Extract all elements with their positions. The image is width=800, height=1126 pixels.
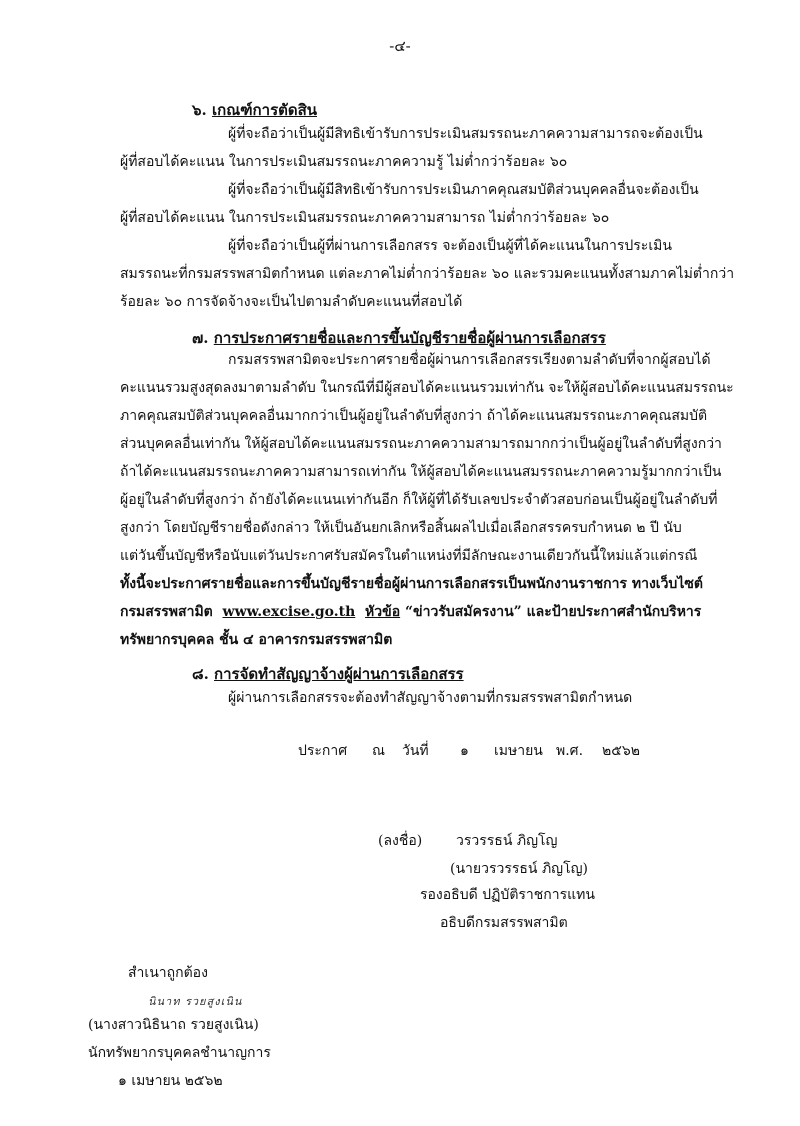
section6-line-5: ผู้ที่จะถือว่าเป็นผู้ที่ผ่านการเลือกสรร จะต้องเป็นผู้ที่ได้คะแนนในการประเมิน — [228, 238, 672, 254]
section7-heading — [192, 326, 606, 350]
section8-title: การจัดทำสัญญาจ้างผู้ผ่านการเลือกสรร — [214, 665, 464, 683]
section6-line-2: ผู้ที่สอบได้คะแนน ในการประเมินสมรรถนะภาคความรู้ ไม่ต่ำกว่าร้อยละ ๖๐ — [120, 154, 568, 170]
section7-line-6: ผู้อยู่ในลำดับที่สูงกว่า ถ้ายังได้คะแนนเท่ากันอีก ก็ให้ผู้ที่ได้รับเลขประจำตัวสอบก่อนเป็นผู้อยู่ในลำดับที่ — [120, 492, 718, 508]
page-number: -๔- — [389, 37, 411, 55]
section8-line: ผู้ผ่านการเลือกสรรจะต้องทำสัญญาจ้างตามที่กรมสรรพสามิตกำหนด — [228, 690, 633, 706]
section6-line-7: ร้อยละ ๖๐ การจัดจ้างจะเป็นไปตามลำดับคะแนนที่สอบได้ — [120, 294, 463, 310]
announcement-month: เมษายน — [494, 743, 543, 759]
announcement-prefix: ประกาศ — [298, 743, 348, 759]
section6-number: ๖. — [192, 101, 207, 119]
announcement-at: ณ — [372, 743, 385, 759]
section7-line-3: ภาคคุณสมบัติส่วนบุคคลอื่นมากกว่าเป็นผู้อยู่ในลำดับที่สูงกว่า ถ้าได้คะแนนสมรรถนะภาคคุณสมบัติ — [120, 408, 708, 424]
section8-heading — [192, 662, 464, 686]
signatory-position-2: อธิบดีกรมสรรพสามิต — [440, 915, 568, 931]
section7-number: ๗. — [192, 329, 209, 347]
section6-title: เกณฑ์การตัดสิน — [211, 101, 318, 119]
section7-line-4: ส่วนบุคคลอื่นเท่ากัน ให้ผู้สอบได้คะแนนสมรรถนะภาคความสามารถมากกว่าเป็นผู้อยู่ในลำดับที่สูงกว่า — [120, 436, 722, 452]
section7-bold-line-3: ทรัพยากรบุคคล ชั้น ๔ อาคารกรมสรรพสามิต — [120, 632, 393, 648]
announcement-day: ๑ — [460, 743, 469, 759]
signed-name: วรวรรธน์ ภิญโญ — [456, 833, 558, 849]
sign-label: (ลงชื่อ) — [378, 833, 423, 849]
department-name: กรมสรรพสามิต — [120, 604, 213, 620]
section6-line-1: ผู้ที่จะถือว่าเป็นผู้มีสิทธิเข้ารับการประเมินสมรรถนะภาคความสามารถจะต้องเป็น — [228, 126, 703, 142]
announcement-day-label: วันที่ — [402, 743, 429, 759]
certified-label: สำเนาถูกต้อง — [128, 965, 208, 981]
section6-line-3: ผู้ที่จะถือว่าเป็นผู้มีสิทธิเข้ารับการประเมินภาคคุณสมบัติส่วนบุคคลอื่นจะต้องเป็น — [228, 182, 699, 198]
certifier-name: (นางสาวนิธินาถ รวยสูงเนิน) — [88, 1017, 259, 1033]
section6-heading — [192, 98, 317, 122]
section8-number: ๘. — [192, 665, 209, 683]
handwritten-signature: นินาท รวยสูงเนิน — [148, 995, 243, 1008]
certifier-position: นักทรัพยากรบุคคลชำนาญการ — [88, 1045, 271, 1061]
signatory-position-1: รองอธิบดี ปฏิบัติราชการแทน — [420, 887, 595, 903]
certified-date: ๑ เมษายน ๒๕๖๒ — [118, 1073, 223, 1089]
topic-text: “ข่าวรับสมัครงาน” และป้ายประกาศสำนักบริหาร — [405, 604, 702, 620]
section7-bold-line-1: ทั้งนี้จะประกาศรายชื่อและการขึ้นบัญชีรายชื่อผู้ผ่านการเลือกสรรเป็นพนักงานราชการ ทางเว็บไซต์ — [120, 576, 703, 592]
section7-line-8: แต่วันขึ้นบัญชีหรือนับแต่วันประกาศรับสมัครในตำแหน่งที่มีลักษณะงานเดียวกันนี้ใหม่แล้วแต่กรณี — [120, 548, 698, 564]
section6-line-4: ผู้ที่สอบได้คะแนน ในการประเมินสมรรถนะภาคความสามารถ ไม่ต่ำกว่าร้อยละ ๖๐ — [120, 210, 610, 226]
section7-line-7: สูงกว่า โดยบัญชีรายชื่อดังกล่าว ให้เป็นอันยกเลิกหรือสิ้นผลไปเมื่อเลือกสรรครบกำหนด ๒ ปี นับ — [120, 520, 682, 536]
announcement-year: ๒๕๖๒ — [602, 743, 640, 759]
section7-line-5: ถ้าได้คะแนนสมรรถนะภาคความสามารถเท่ากัน ให้ผู้สอบได้คะแนนสมรรถนะภาคความรู้มากกว่าเป็น — [120, 464, 722, 480]
section7-title: การประกาศรายชื่อและการขึ้นบัญชีรายชื่อผู้ผ่านการเลือกสรร — [213, 329, 606, 347]
section7-line-1: กรมสรรพสามิตจะประกาศรายชื่อผู้ผ่านการเลือกสรรเรียงตามลำดับที่จากผู้สอบได้ — [228, 352, 711, 368]
section7-line-2: คะแนนรวมสูงสุดลงมาตามลำดับ ในกรณีที่มีผู้สอบได้คะแนนรวมเท่ากัน จะให้ผู้สอบได้คะแนนสมรรถนะ — [120, 380, 734, 396]
topic-label: หัวข้อ — [365, 604, 401, 620]
website-link[interactable]: www.excise.go.th — [222, 604, 356, 620]
section7-bold-line-2 — [120, 602, 701, 622]
announcement-year-label: พ.ศ. — [556, 743, 584, 759]
section6-line-6: สมรรถนะที่กรมสรรพสามิตกำหนด แต่ละภาคไม่ต่ำกว่าร้อยละ ๖๐ และรวมคะแนนทั้งสามภาคไม่ต่ำกว่า — [120, 266, 735, 282]
signatory-name: (นายวรวรรธน์ ภิญโญ) — [450, 861, 589, 877]
